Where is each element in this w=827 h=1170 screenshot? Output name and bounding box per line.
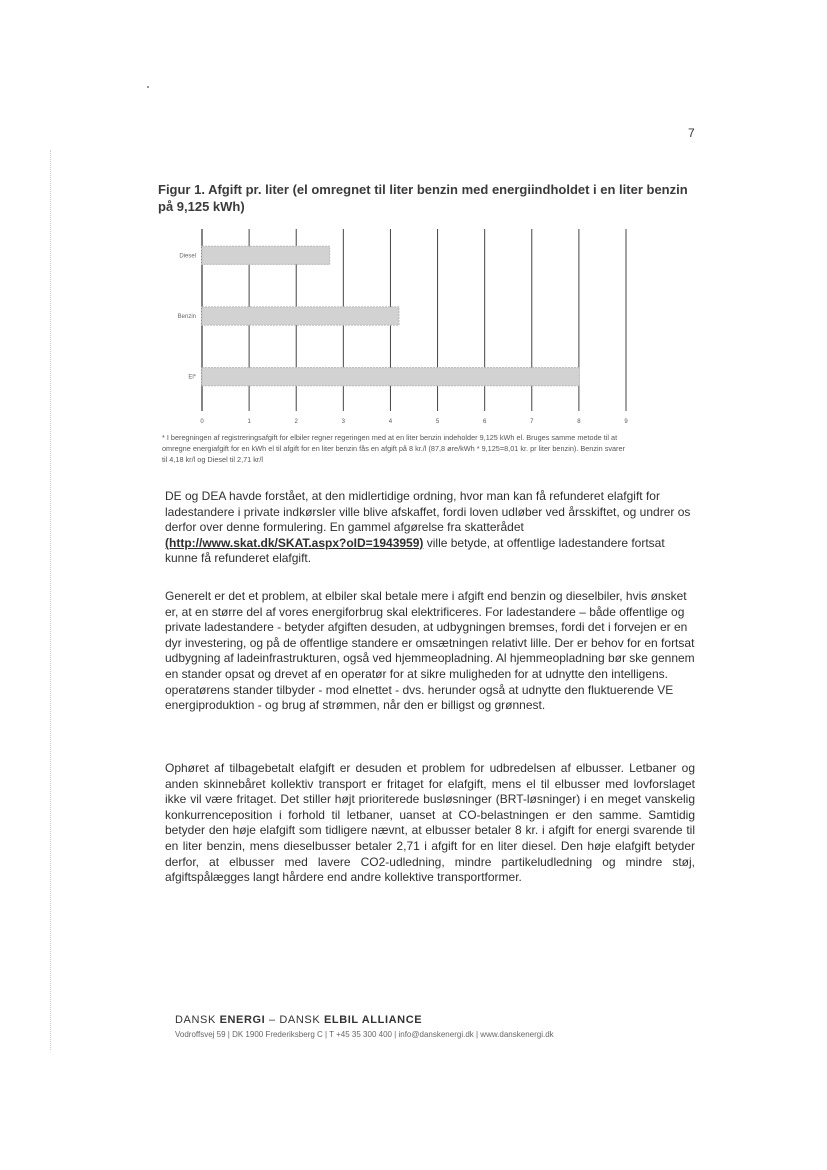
footer-brand-elbil-alliance: ELBIL ALLIANCE [323,1014,423,1026]
category-label: Benzin [177,314,196,320]
x-tick-label: 5 [435,419,440,425]
bar-benzin [202,307,399,325]
category-label: El* [188,374,196,381]
paragraph-refund [165,489,695,567]
bar-el [202,368,579,386]
footer-brand-dansk: DANSK [175,1014,216,1026]
footer-contact: Vodroffsvej 59 | DK 1900 Frederiksberg C | T +45 35 300 400 | info@danskenergi.dk | www.danskenergi.dk [175,1030,554,1039]
paragraph-refund-text-2: ville betyde, at offentlige ladestandere fortsat kunne få refunderet elafgift. [165,535,665,566]
bar-diesel [202,246,330,264]
paragraph-buses: Ophøret af tilbagebetalt elafgift er desuden et problem for udbredelsen af elbusser. Letbaner og anden skinnebåret kollektiv transport er fritaget for elafgift, mens el til elbusser med lovforslaget ikke vil være fritaget. Det stiller højt prioriterede busløsninger (BRT-løsninger) i en meget vanskelig konkurrenceposition i forhold til letbaner, uanset at CO-belastningen er den samme. Samtidig betyder den høje elafgift som tidligere nævnt, at elbusser betaler 8 kr. i afgift for energi svarende til en liter benzin, mens dieselbusser betaler 2,71 i afgift for en liter diesel. Den høje elafgift betyder derfor, at elbusser med lavere CO2-udledning, mindre partikeludledning og mindre støj, afgiftspålægges langt hårdere end andre kollektive transportformer. [165,761,695,885]
footer-brand-dansk-2: DANSK [279,1014,321,1026]
x-tick-label: 8 [577,419,581,425]
x-tick-label: 9 [624,419,628,425]
x-tick-label: 3 [341,419,346,425]
bar-chart [150,225,630,430]
scan-edge-mark [50,150,52,1050]
x-tick-label: 2 [294,419,298,425]
x-tick-label: 7 [530,419,534,425]
x-tick-label: 0 [200,419,204,425]
page-number: 7 [688,126,695,140]
footer-brand-energi: ENERGI [219,1014,266,1026]
paragraph-refund-text-1: DE og DEA havde forstået, at den midlertidige ordning, hvor man kan få refunderet elafgift for ladestandere i private indkørsler ville blive afskaffet, fordi loven udløber ved årsskiftet, og undrer os derfor over denne formulering. En gammel afgørelse fra skatterådet [165,489,691,535]
figure-footnote: * I beregningen af registreringsafgift for elbiler regner regeringen med at en liter benzin indeholder 9,125 kWh el. Bruges samme metode til at omregne energiafgift for en kWh el til afgift for en liter benzin fås en afgift på 8 kr./l (87,8 øre/kWh * 9,125=8,01 kr. pr liter benzin). Benzin svarer til 4,18 kr/l og Diesel til 2,71 kr/l [162,433,625,464]
x-tick-label: 4 [388,419,393,425]
skat-link[interactable]: (http://www.skat.dk/SKAT.aspx?oID=1943959) [165,535,424,550]
scan-speck [147,86,149,88]
category-label: Diesel [179,253,196,260]
footer-brand-separator: – [269,1014,276,1026]
x-tick-label: 6 [482,419,487,425]
x-tick-label: 1 [247,419,251,425]
footer-brand [175,1014,422,1026]
figure-caption: Figur 1. Afgift pr. liter (el omregnet til liter benzin med energiindholdet i en liter benzin på 9,125 kWh) [158,182,688,214]
paragraph-charging: Generelt er det et problem, at elbiler skal betale mere i afgift end benzin og dieselbiler, hvis ønsket er, at en større del af vores energiforbrug skal elektrificeres. For ladestandere – både offentlige og private ladestandere - betyder afgiften desuden, at udbygningen bremses, fordi det i forvejen er en dyr investering, og på de offentlige standere er omsætningen relativt lille. Der er behov for en fortsat udbygning af ladeinfrastrukturen, også ved hjemmeopladning. Al hjemmeopladning bør ske gennem en stander opsat og drevet af en operatør for at sikre muligheden for at udnytte den intelligens. operatørens stander tilbyder - mod elnettet - dvs. herunder også at udnytte den fluktuerende VE energiproduktion - og brug af strømmen, når den er billigst og grønnest. [165,589,695,713]
